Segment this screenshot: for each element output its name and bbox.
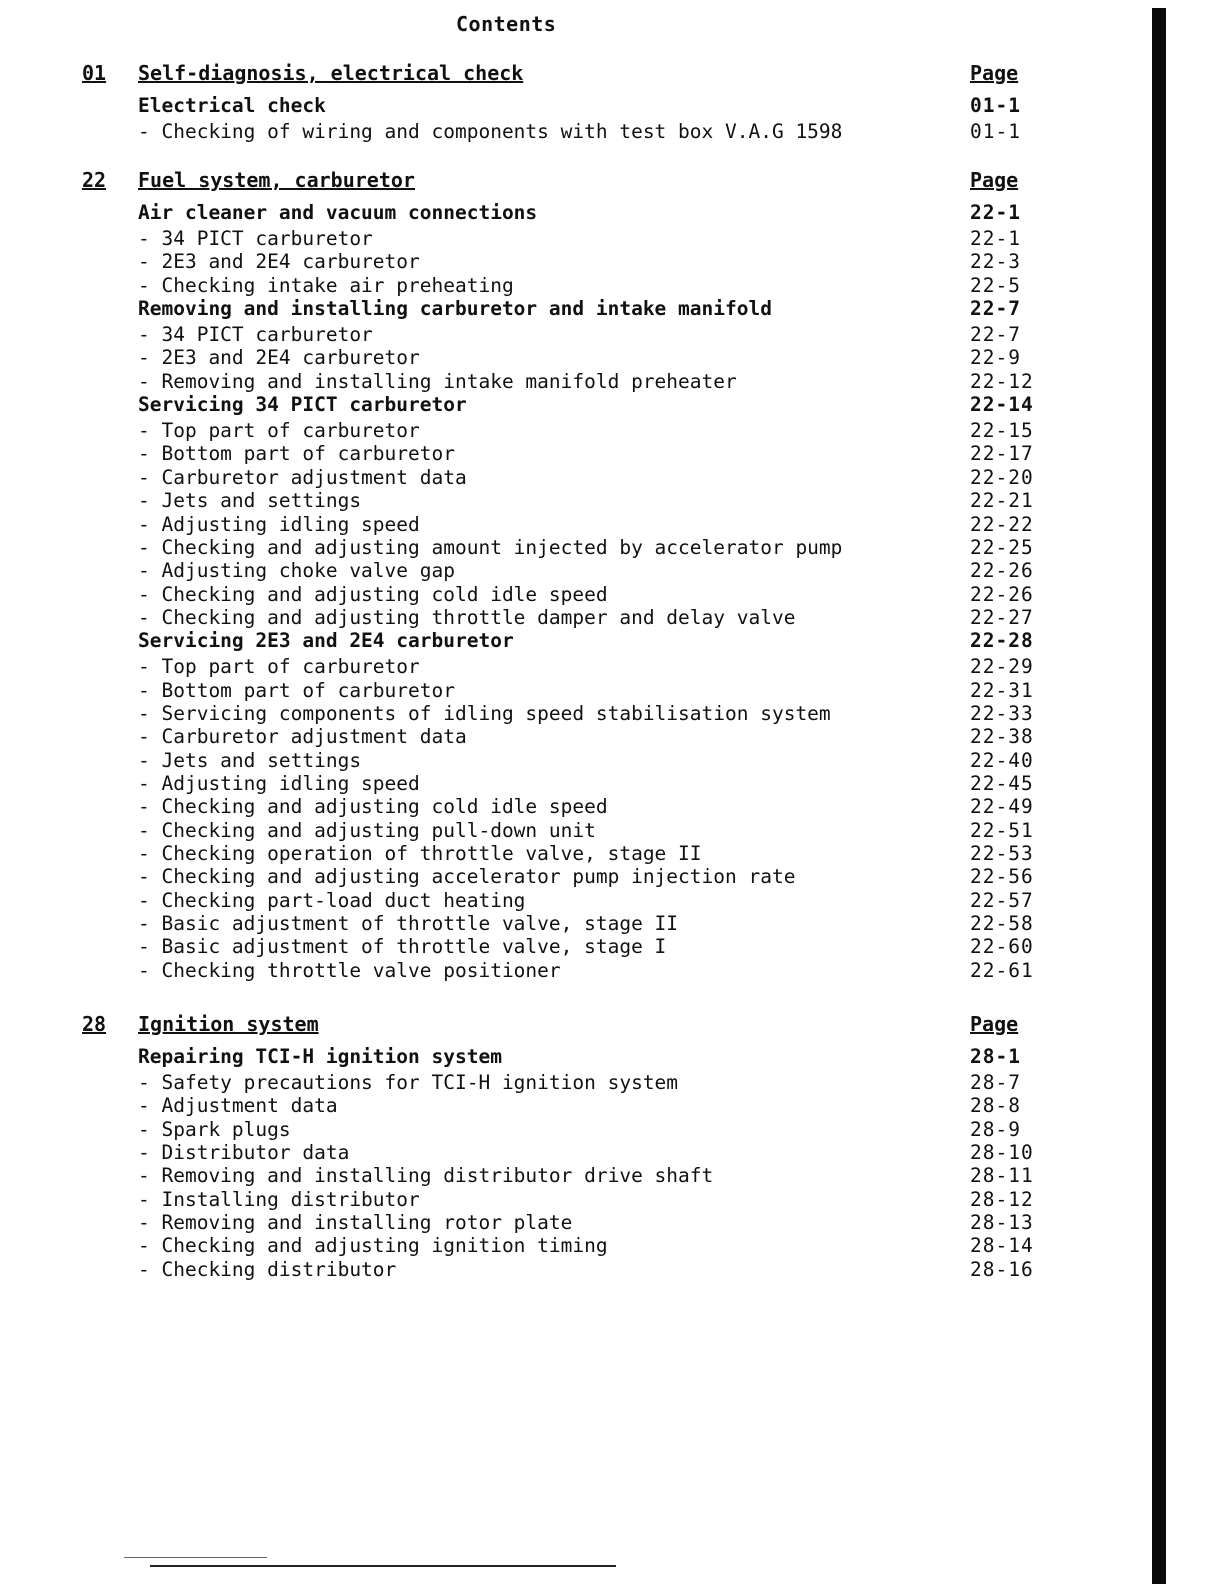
contents-entry-row[interactable] [0, 489, 1224, 513]
entry-page-number: 28-12 [970, 1188, 1034, 1211]
contents-entry-row[interactable] [0, 819, 1224, 843]
entry-title: - Basic adjustment of throttle valve, stage I [138, 935, 667, 958]
entry-page-number: 22-20 [970, 466, 1034, 489]
contents-entry-row[interactable] [0, 274, 1224, 298]
entry-page-number: 22-33 [970, 702, 1034, 725]
entry-page-number: 22-56 [970, 865, 1034, 888]
entry-page-number: 22-14 [970, 393, 1034, 416]
entry-page-number: 28-7 [970, 1071, 1021, 1094]
contents-heading-row[interactable] [0, 201, 1224, 225]
entry-title: - Adjusting idling speed [138, 513, 420, 536]
entry-title: - Checking and adjusting cold idle speed [138, 795, 608, 818]
entry-title: - Checking of wiring and components with test box V.A.G 1598 [138, 120, 843, 143]
contents-entry-row[interactable] [0, 323, 1224, 347]
section-header-28 [0, 1011, 1224, 1037]
contents-entry-row[interactable] [0, 935, 1224, 959]
entry-page-number: 28-1 [970, 1045, 1021, 1068]
contents-entry-row[interactable] [0, 559, 1224, 583]
entry-title: - Spark plugs [138, 1118, 291, 1141]
section-title: Fuel system, carburetor [138, 168, 415, 192]
entry-page-number: 22-5 [970, 274, 1021, 297]
contents-entry-row[interactable] [0, 1094, 1224, 1118]
contents-entry-row[interactable] [0, 466, 1224, 490]
entry-title: - Top part of carburetor [138, 655, 420, 678]
entry-title: - Checking and adjusting cold idle speed [138, 583, 608, 606]
entry-title: - Top part of carburetor [138, 419, 420, 442]
contents-entry-row[interactable] [0, 842, 1224, 866]
section-header-22 [0, 167, 1224, 193]
entry-page-number: 28-9 [970, 1118, 1021, 1141]
section-title: Self-diagnosis, electrical check [138, 61, 524, 85]
entry-page-number: 22-22 [970, 513, 1034, 536]
entry-page-number: 22-3 [970, 250, 1021, 273]
entry-page-number: 22-58 [970, 912, 1034, 935]
contents-heading-row[interactable] [0, 393, 1224, 417]
entry-title: - Carburetor adjustment data [138, 725, 467, 748]
section-number: 28 [82, 1012, 107, 1036]
entry-page-number: 22-53 [970, 842, 1034, 865]
contents-entry-row[interactable] [0, 536, 1224, 560]
entry-title: - Installing distributor [138, 1188, 420, 1211]
contents-entry-row[interactable] [0, 655, 1224, 679]
entry-title: - Checking and adjusting amount injected by accelerator pump [138, 536, 843, 559]
entry-title: Servicing 2E3 and 2E4 carburetor [138, 629, 514, 652]
entry-page-number: 22-28 [970, 629, 1034, 652]
entry-title: - Checking distributor [138, 1258, 397, 1281]
entry-title: Removing and installing carburetor and intake manifold [138, 297, 772, 320]
entry-title: - Carburetor adjustment data [138, 466, 467, 489]
contents-entry-row[interactable] [0, 1071, 1224, 1095]
entry-title: - 34 PICT carburetor [138, 323, 373, 346]
contents-entry-row[interactable] [0, 1258, 1224, 1282]
contents-entry-row[interactable] [0, 1164, 1224, 1188]
entry-title: - 2E3 and 2E4 carburetor [138, 250, 420, 273]
entry-title: - Removing and installing distributor drive shaft [138, 1164, 714, 1187]
entry-title: - Adjusting choke valve gap [138, 559, 455, 582]
contents-entry-row[interactable] [0, 442, 1224, 466]
footer-rule-short [124, 1557, 267, 1558]
entry-title: - Basic adjustment of throttle valve, stage II [138, 912, 679, 935]
contents-entry-row[interactable] [0, 227, 1224, 251]
contents-entry-row[interactable] [0, 250, 1224, 274]
entry-page-number: 22-7 [970, 323, 1021, 346]
entry-page-number: 22-1 [970, 227, 1021, 250]
entry-title: Repairing TCI-H ignition system [138, 1045, 502, 1068]
entry-title: - Checking intake air preheating [138, 274, 514, 297]
entry-title: Air cleaner and vacuum connections [138, 201, 538, 224]
entry-title: - Jets and settings [138, 749, 362, 772]
entry-page-number: 22-31 [970, 679, 1034, 702]
contents-entry-row[interactable] [0, 795, 1224, 819]
footer-rule-long [150, 1565, 616, 1567]
section-page-label: Page [970, 61, 1019, 85]
contents-entry-row[interactable] [0, 1118, 1224, 1142]
contents-heading-row[interactable] [0, 297, 1224, 321]
section-number: 01 [82, 61, 107, 85]
entry-page-number: 22-7 [970, 297, 1021, 320]
entry-title: - Checking throttle valve positioner [138, 959, 561, 982]
entry-title: - Bottom part of carburetor [138, 442, 455, 465]
entry-title: - Checking and adjusting accelerator pump injection rate [138, 865, 796, 888]
entry-page-number: 22-26 [970, 583, 1034, 606]
section-page-label: Page [970, 168, 1019, 192]
entry-title: - 2E3 and 2E4 carburetor [138, 346, 420, 369]
contents-entry-row[interactable] [0, 419, 1224, 443]
entry-title: - Adjustment data [138, 1094, 338, 1117]
contents-entry-row[interactable] [0, 912, 1224, 936]
contents-entry-row[interactable] [0, 1234, 1224, 1258]
contents-entry-row[interactable] [0, 959, 1224, 983]
section-title: Ignition system [138, 1012, 319, 1036]
entry-title: - Bottom part of carburetor [138, 679, 455, 702]
contents-heading-row[interactable] [0, 94, 1224, 118]
entry-page-number: 22-40 [970, 749, 1034, 772]
contents-entry-row[interactable] [0, 513, 1224, 537]
section-number: 22 [82, 168, 107, 192]
contents-entry-row[interactable] [0, 370, 1224, 394]
entry-title: Electrical check [138, 94, 326, 117]
page-title: Contents [456, 12, 557, 36]
entry-title: - Removing and installing rotor plate [138, 1211, 573, 1234]
entry-title: - Checking and adjusting ignition timing [138, 1234, 608, 1257]
contents-entry-row[interactable] [0, 889, 1224, 913]
entry-page-number: 01-1 [970, 94, 1021, 117]
contents-entry-row[interactable] [0, 865, 1224, 889]
entry-page-number: 28-13 [970, 1211, 1034, 1234]
entry-page-number: 22-27 [970, 606, 1034, 629]
contents-entry-row[interactable] [0, 725, 1224, 749]
section-page-label: Page [970, 1012, 1019, 1036]
entry-page-number: 22-9 [970, 346, 1021, 369]
entry-page-number: 22-29 [970, 655, 1034, 678]
contents-heading-row[interactable] [0, 629, 1224, 653]
entry-page-number: 22-38 [970, 725, 1034, 748]
contents-entry-row[interactable] [0, 120, 1224, 144]
entry-page-number: 22-15 [970, 419, 1034, 442]
entry-page-number: 22-12 [970, 370, 1034, 393]
entry-title: - Checking and adjusting pull-down unit [138, 819, 596, 842]
entry-page-number: 22-49 [970, 795, 1034, 818]
entry-page-number: 22-1 [970, 201, 1021, 224]
entry-page-number: 22-26 [970, 559, 1034, 582]
entry-page-number: 22-61 [970, 959, 1034, 982]
entry-page-number: 22-17 [970, 442, 1034, 465]
entry-title: - Removing and installing intake manifold preheater [138, 370, 737, 393]
contents-heading-row[interactable] [0, 1045, 1224, 1069]
section-header-01 [0, 60, 1224, 86]
contents-entry-row[interactable] [0, 606, 1224, 630]
contents-entry-row[interactable] [0, 1141, 1224, 1165]
entry-title: - Checking part-load duct heating [138, 889, 526, 912]
entry-page-number: 22-57 [970, 889, 1034, 912]
contents-entry-row[interactable] [0, 702, 1224, 726]
entry-page-number: 22-60 [970, 935, 1034, 958]
entry-title: - Distributor data [138, 1141, 350, 1164]
entry-title: - Servicing components of idling speed stabilisation system [138, 702, 831, 725]
contents-entry-row[interactable] [0, 772, 1224, 796]
contents-entry-row[interactable] [0, 749, 1224, 773]
entry-page-number: 01-1 [970, 120, 1021, 143]
entry-page-number: 22-51 [970, 819, 1034, 842]
contents-entry-row[interactable] [0, 346, 1224, 370]
entry-title: - Checking operation of throttle valve, stage II [138, 842, 702, 865]
entry-title: - Checking and adjusting throttle damper and delay valve [138, 606, 796, 629]
contents-entry-row[interactable] [0, 679, 1224, 703]
entry-title: Servicing 34 PICT carburetor [138, 393, 467, 416]
entry-page-number: 28-10 [970, 1141, 1034, 1164]
entry-page-number: 22-25 [970, 536, 1034, 559]
entry-title: - 34 PICT carburetor [138, 227, 373, 250]
entry-title: - Safety precautions for TCI-H ignition system [138, 1071, 679, 1094]
entry-page-number: 22-45 [970, 772, 1034, 795]
entry-title: - Adjusting idling speed [138, 772, 420, 795]
contents-entry-row[interactable] [0, 583, 1224, 607]
entry-page-number: 28-14 [970, 1234, 1034, 1257]
contents-entry-row[interactable] [0, 1188, 1224, 1212]
entry-page-number: 22-21 [970, 489, 1034, 512]
entry-page-number: 28-11 [970, 1164, 1034, 1187]
entry-page-number: 28-8 [970, 1094, 1021, 1117]
entry-page-number: 28-16 [970, 1258, 1034, 1281]
contents-entry-row[interactable] [0, 1211, 1224, 1235]
entry-title: - Jets and settings [138, 489, 362, 512]
